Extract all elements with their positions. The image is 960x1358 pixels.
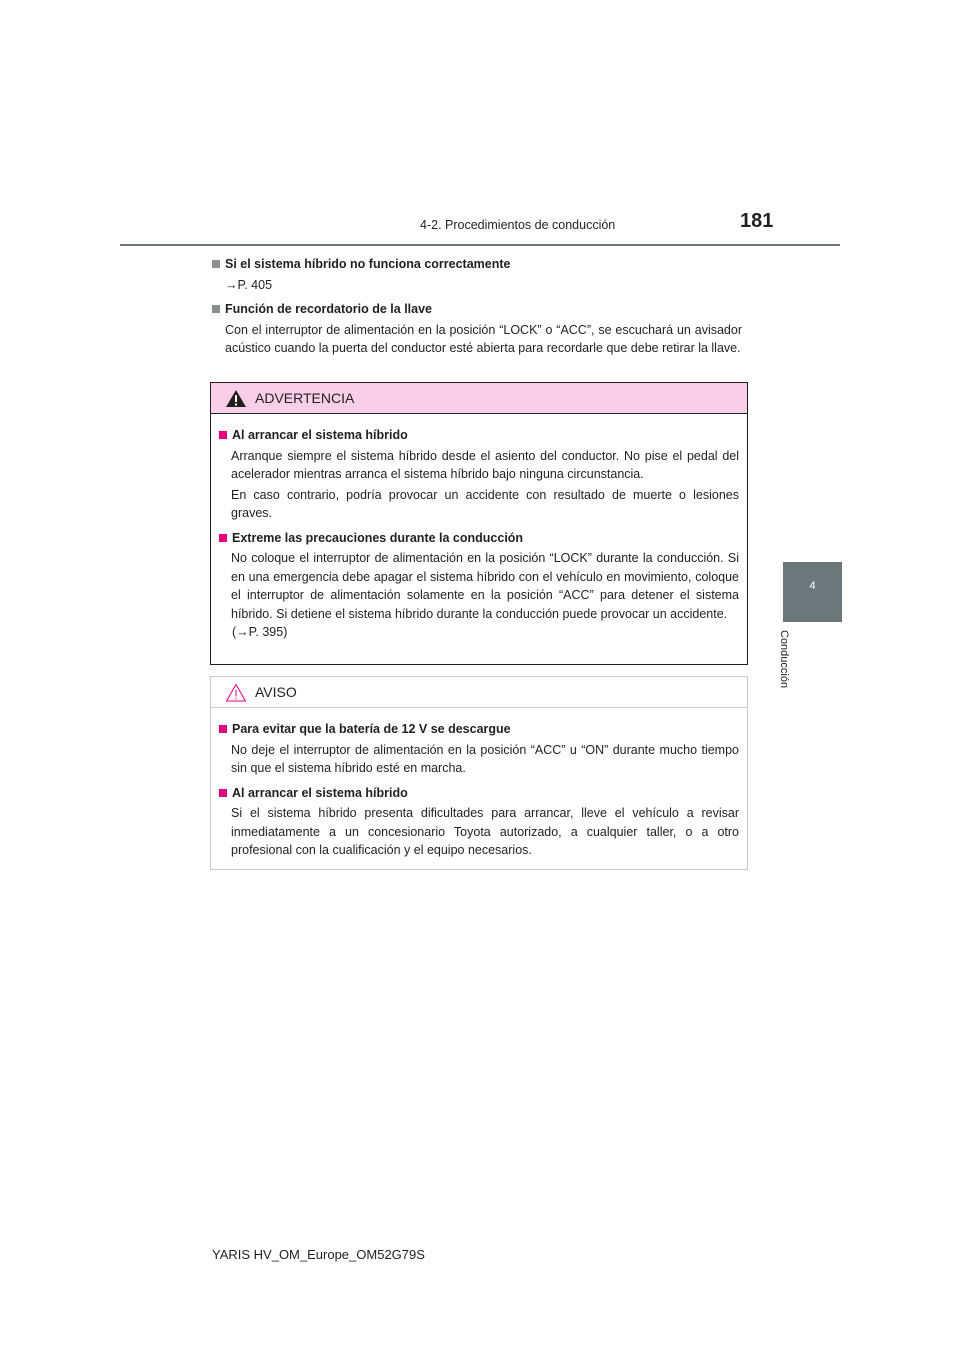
intro-paragraph-2: Con el interruptor de alimentación en la posición “LOCK” o “ACC”, se escuchará un avisador acústico cuando la puerta del conductor esté abierta para recordarle que debe retirar la llave. — [225, 322, 742, 355]
chapter-tab — [783, 562, 842, 622]
intro-ref-1: →P. 405 — [225, 277, 273, 292]
chapter-side-label-text: Conducción — [778, 630, 790, 689]
header-divider — [120, 244, 840, 246]
warning-paragraph-2b: (→P. 395) — [232, 625, 288, 639]
warning-heading-1 — [219, 426, 739, 445]
warning-box — [210, 382, 748, 665]
warning-heading-2-text: Extreme las precauciones durante la conducción — [232, 530, 524, 545]
caution-triangle-icon — [225, 683, 247, 702]
warning-paragraph-2a: No coloque el interruptor de alimentación en la posición “LOCK” durante la conducción. Si en una emergencia debe apagar el sistema híbrido con el vehículo en movimiento, coloque el interruptor de alimentación solamente en la posición “ACC” para detener el sistema híbrido. Si detiene el sistema híbrido durante la conducción puede provocar un accidente. — [231, 551, 739, 621]
notice-body — [211, 708, 747, 860]
warning-triangle-icon — [225, 389, 247, 408]
intro-heading-1 — [212, 255, 742, 274]
notice-heading-2 — [219, 784, 739, 803]
warning-heading-2 — [219, 529, 739, 548]
page-number: 181 — [740, 210, 774, 232]
warning-heading-1-text: Al arrancar el sistema híbrido — [232, 428, 408, 442]
notice-label: AVISO — [255, 684, 297, 700]
intro-heading-1-text: Si el sistema híbrido no funciona correctamente — [225, 257, 511, 271]
notice-box — [210, 676, 748, 870]
square-bullet-icon — [219, 431, 227, 439]
square-bullet-icon — [219, 789, 227, 797]
chapter-tab-number: 4 — [809, 580, 816, 592]
header-section-title: 4-2. Procedimientos de conducción — [420, 218, 616, 232]
notice-paragraph-2: Si el sistema híbrido presenta dificultades para arrancar, lleve el vehículo a revisar inmediatamente a un concesionario Toyota autorizado, a cualquier taller, o a otro profesional con la cualificación y el equipo necesarios. — [231, 806, 739, 857]
warning-header — [211, 383, 747, 414]
chapter-side-label — [778, 630, 808, 700]
warning-paragraph-1a: Arranque siempre el sistema híbrido desde el asiento del conductor. No pise el pedal del acelerador mientras arranca el sistema híbrido bajo ninguna circunstancia. — [231, 448, 739, 481]
square-bullet-icon — [212, 305, 220, 313]
warning-body — [211, 414, 747, 642]
square-bullet-icon — [212, 260, 220, 268]
notice-heading-2-text: Al arrancar el sistema híbrido — [232, 785, 408, 800]
notice-header — [211, 677, 747, 708]
intro-content — [212, 255, 742, 364]
intro-heading-2-text: Función de recordatorio de la llave — [225, 302, 432, 316]
footer-document-id: YARIS HV_OM_Europe_OM52G79S — [212, 1247, 425, 1262]
intro-heading-2 — [212, 300, 742, 319]
warning-label: ADVERTENCIA — [255, 390, 355, 406]
notice-heading-1 — [219, 720, 739, 739]
notice-paragraph-1: No deje el interruptor de alimentación en la posición “ACC” u “ON” durante mucho tiempo sin que el sistema híbrido esté en marcha. — [231, 742, 739, 775]
square-bullet-icon — [219, 725, 227, 733]
notice-heading-1-text: Para evitar que la batería de 12 V se descargue — [232, 722, 511, 736]
warning-paragraph-1b: En caso contrario, podría provocar un accidente con resultado de muerte o lesiones graves. — [231, 487, 739, 520]
square-bullet-icon — [219, 534, 227, 542]
